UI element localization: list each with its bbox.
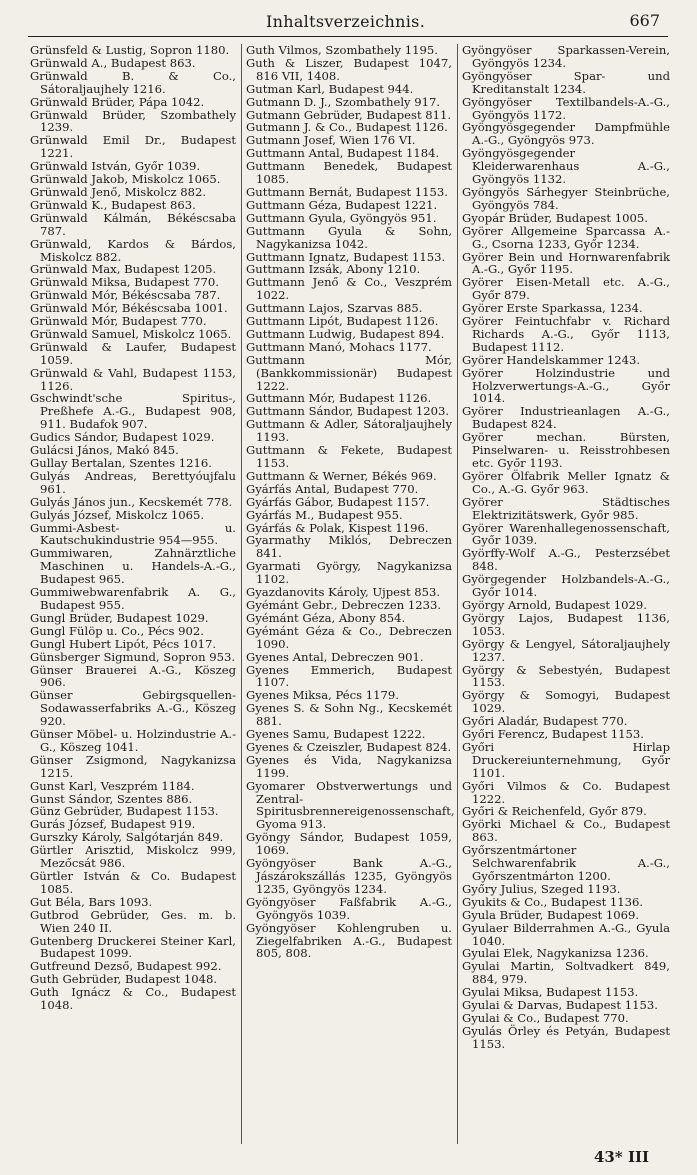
index-entry: Gudics Sándor, Budapest 1029.: [30, 430, 215, 445]
index-entry: Gyárfás & Polak, Kispest 1196.: [246, 520, 429, 535]
index-entry: Györer Ölfabrik Meller Ignatz & Co., A.-G. Győr 963.: [462, 468, 670, 496]
index-entry: Guttmann Ludwig, Budapest 894.: [246, 326, 445, 341]
index-columns: [30, 44, 670, 1144]
index-entry: Gyöngyöser Faßfabrik A.-G., Gyöngyös 1039.: [246, 894, 452, 922]
index-entry: Grünwald Emil Dr., Budapest 1221.: [30, 133, 236, 161]
index-entry: Gyulai & Co., Budapest 770.: [462, 1010, 629, 1025]
index-entry: György & Sebestyén, Budapest 1153.: [462, 662, 670, 690]
index-entry: György & Somogyi, Budapest 1029.: [462, 688, 670, 716]
index-entry: Günser Gebirgsquellen- Sodawasserfabriks A.-G., Köszeg 920.: [30, 688, 236, 729]
index-column-1: [30, 44, 236, 1144]
index-entry: Györer Allgemeine Sparcassa A.-G., Csorna 1233, Győr 1234.: [462, 223, 670, 251]
index-entry: Gyémánt Géza & Co., Debreczen 1090.: [246, 623, 452, 651]
index-entry: Gutman Karl, Budapest 944.: [246, 81, 414, 96]
index-entry: Gurszky Károly, Salgótarján 849.: [30, 830, 224, 845]
index-entry: Gyöngyöser Bank A.-G., Jászárokszállás 1235, Gyöngyös 1235, Gyöngyös 1234.: [246, 856, 452, 896]
index-entry: Gyöngyösgegender Kleiderwarenhaus A.-G., Gyöngyös 1132.: [462, 146, 670, 187]
index-column-3: [462, 44, 670, 1144]
index-entry: Gyenes Samu, Budapest 1222.: [246, 727, 426, 742]
index-entry: Gyenes Emmerich, Budapest 1107.: [246, 662, 452, 690]
index-entry: Gut Béla, Bars 1093.: [30, 894, 153, 909]
index-entry: Gyöngyöser Kohlengruben u. Ziegelfabriken A.-G., Budapest 805, 808.: [246, 920, 452, 961]
index-entry: Gutbrod Gebrüder, Ges. m. b. Wien 240 II.: [30, 907, 236, 935]
index-entry: Gyulai Elek, Nagykanizsa 1236.: [462, 946, 649, 961]
index-entry: Guttmann Lajos, Szarvas 885.: [246, 301, 423, 316]
index-entry: Grünwald B. & Co., Sátoraljaujhely 1216.: [30, 68, 236, 96]
index-entry: Grünwald & Vahl, Budapest 1153, 1126.: [30, 365, 236, 393]
index-entry: Györer Eisen-Metall etc. A.-G., Győr 879.: [462, 275, 670, 303]
index-entry: Györer Feintuchfabr v. Richard Richards A.-G., Győr 1113, Budapest 1112.: [462, 314, 670, 354]
index-entry: Grünwald Samuel, Miskolcz 1065.: [30, 326, 232, 341]
index-entry: Győri Ferencz, Budapest 1153.: [462, 727, 644, 742]
index-entry: Grünwald Miksa, Budapest 770.: [30, 275, 219, 290]
index-entry: Guttmann Sándor, Budapest 1203.: [246, 404, 450, 419]
index-entry: Guth Ignácz & Co., Budapest 1048.: [30, 985, 236, 1013]
index-entry: Gyulai & Darvas, Budapest 1153.: [462, 998, 658, 1013]
index-entry: Guttmann & Fekete, Budapest 1153.: [246, 443, 452, 470]
index-column-2: [246, 43, 455, 1144]
index-entry: Guth Gebrüder, Budapest 1048.: [30, 972, 218, 987]
index-entry: Györer mechan. Bürsten, Pinselwaren- u. Reisstrohbesen etc. Győr 1193.: [462, 430, 670, 470]
index-entry: Gyukits & Co., Budapest 1136.: [462, 894, 644, 909]
index-entry: Gutmann Gebrüder, Budapest 811.: [246, 107, 452, 122]
index-entry: Guttmann & Adler, Sátoraljaujhely 1193.: [246, 417, 452, 445]
index-entry: Günsberger Sigmund, Sopron 953.: [30, 649, 236, 664]
index-entry: Grünwald & Laufer, Budapest 1059.: [30, 339, 236, 367]
index-entry: Gungl Brüder, Budapest 1029.: [30, 610, 209, 625]
index-entry: Győri Aladár, Budapest 770.: [462, 714, 628, 729]
page-header: [28, 6, 668, 37]
index-entry: Guttmann Gyula & Sohn, Nagykanizsa 1042.: [246, 223, 452, 251]
index-entry: Gyöngyöser Textilbandels-A.-G., Gyöngyös 1172.: [462, 94, 670, 122]
column-divider: [457, 44, 458, 1144]
index-entry: Guttmann Gyula, Gyöngyös 951.: [246, 210, 437, 225]
index-entry: Gyopár Brüder, Budapest 1005.: [462, 210, 648, 225]
index-entry: Gyarmati György, Nagykanizsa 1102.: [246, 559, 452, 587]
index-entry: Grünwald Jenő, Miskolcz 882.: [30, 184, 207, 199]
index-entry: Guth Vilmos, Szombathely 1195.: [246, 43, 438, 57]
index-entry: Győry Julius, Szeged 1193.: [462, 881, 621, 896]
index-entry: Gyulai Martin, Soltvadkert 849, 884, 979.: [462, 959, 670, 987]
index-entry: Gyöngy Sándor, Budapest 1059, 1069.: [246, 830, 452, 858]
index-entry: Gyomarer Obstverwertungs und Zentral-Spiritusbrennereigenossenschaft, Gyoma 913.: [246, 778, 455, 832]
index-entry: Gyulai Miksa, Budapest 1153.: [462, 985, 639, 1000]
page-number: 667: [629, 11, 660, 30]
sheet-signature: 43* III: [594, 1148, 649, 1166]
index-entry: Gyárfás Gábor, Budapest 1157.: [246, 494, 430, 509]
index-entry: Grünwald Brüder, Szombathely 1239.: [30, 107, 236, 135]
index-entry: György Lajos, Budapest 1136, 1053.: [462, 610, 670, 638]
index-entry: Gyenes Miksa, Pécs 1179.: [246, 688, 399, 703]
index-entry: Grünwald István, Győr 1039.: [30, 159, 201, 174]
index-entry: Györer Erste Sparkassa, 1234.: [462, 301, 643, 316]
index-entry: Grünwald Max, Budapest 1205.: [30, 262, 217, 277]
index-entry: Gyárfás M., Budapest 955.: [246, 507, 403, 522]
index-entry: Györki Michael & Co., Budapest 863.: [462, 817, 670, 845]
index-entry: Györgegender Holzbandels-A.-G., Győr 1014.: [462, 572, 670, 600]
index-entry: Györer Handelskammer 1243.: [462, 352, 641, 367]
index-entry: Grünwald Mór, Békéscsaba 1001.: [30, 301, 228, 316]
index-entry: Guttmann Jenő & Co., Veszprém 1022.: [246, 275, 452, 303]
index-entry: Györer Bein und Hornwarenfabrik A.-G., Győr 1195.: [462, 249, 670, 277]
index-entry: Grünwald Mór, Budapest 770.: [30, 314, 207, 329]
index-entry: Guttmann Mór, Budapest 1126.: [246, 391, 432, 406]
index-entry: Gürtler Arisztid, Miskolcz 999, Mezőcsát 986.: [30, 843, 236, 871]
index-entry: Gyenes és Vida, Nagykanizsa 1199.: [246, 752, 452, 780]
index-entry: Gyöngyös Sárhegyer Steinbrüche, Gyöngyös 784.: [462, 184, 670, 212]
index-entry: Győri Vilmos & Co. Budapest 1222.: [462, 778, 670, 806]
index-entry: Gürtler István & Co. Budapest 1085.: [30, 869, 236, 896]
index-entry: Györer Industrieanlagen A.-G., Budapest 824.: [462, 404, 670, 432]
index-entry: Guttmann Mór, (Bankkommissionär) Budapest 1222.: [246, 352, 452, 393]
index-entry: Gungl Hubert Lipót, Pécs 1017.: [30, 636, 217, 651]
index-entry: Guttmann Izsák, Abony 1210.: [246, 262, 421, 277]
index-entry: Grünwald Mór, Békéscsaba 787.: [30, 288, 221, 303]
index-entry: Gyémánt Gebr., Debreczen 1233.: [246, 597, 442, 612]
index-entry: Gullay Bertalan, Szentes 1216.: [30, 456, 212, 470]
index-entry: Gyenes Antal, Debreczen 901.: [246, 649, 424, 664]
index-entry: Guttmann Manó, Mohacs 1177.: [246, 339, 432, 354]
index-entry: Györffy-Wolf A.-G., Pesterzsébet 848.: [462, 546, 670, 574]
index-entry: Gulyás János jun., Kecskemét 778.: [30, 494, 233, 509]
index-entry: Grünwald, Kardos & Bárdos, Miskolcz 882.: [30, 236, 236, 264]
index-entry: Györer Städtisches Elektrizitätswerk, Győr 985.: [462, 494, 670, 522]
index-entry: Gyémánt Géza, Abony 854.: [246, 610, 406, 625]
index-entry: Grünwald A., Budapest 863.: [30, 55, 196, 70]
index-entry: Györer Holzindustrie und Holzverwertungs-A.-G., Győr 1014.: [462, 365, 670, 406]
index-entry: Guttmann Antal, Budapest 1184.: [246, 146, 440, 161]
index-entry: György & Lengyel, Sátoraljaujhely 1237.: [462, 636, 670, 664]
index-entry: Gulyás Andreas, Berettyóujfalu 961.: [30, 468, 236, 496]
column-divider: [241, 44, 242, 1144]
index-entry: Gutmann Josef, Wien 176 VI.: [246, 133, 416, 148]
index-entry: Gyulás Örley és Petyán, Budapest 1153.: [462, 1023, 670, 1051]
index-entry: Gyarmathy Miklós, Debreczen 841.: [246, 533, 452, 561]
index-entry: Gyöngyöser Spar- und Kreditanstalt 1234.: [462, 68, 670, 96]
index-entry: György Arnold, Budapest 1029.: [462, 597, 647, 612]
index-entry: Günser Brauerei A.-G., Köszeg 906.: [30, 662, 236, 690]
index-entry: Gyula Brüder, Budapest 1069.: [462, 907, 640, 922]
index-entry: Gyenes S. & Sohn Ng., Kecskemét 881.: [246, 701, 452, 729]
index-entry: Guttmann & Werner, Békés 969.: [246, 468, 437, 483]
index-entry: Gurás József, Budapest 919.: [30, 817, 196, 832]
index-entry: Gummiwebwarenfabrik A. G., Budapest 955.: [30, 585, 236, 612]
index-entry: Günser Zsigmond, Nagykanizsa 1215.: [30, 752, 236, 780]
index-entry: Guth & Liszer, Budapest 1047, 816 VII, 1408.: [246, 55, 452, 83]
index-entry: Gyenes & Czeiszler, Budapest 824.: [246, 739, 452, 754]
index-entry: Gunst Karl, Veszprém 1184.: [30, 778, 195, 793]
index-entry: Gutmann J. & Co., Budapest 1126.: [246, 120, 448, 135]
index-entry: Gummi-Asbest- u. Kautschukindustrie 954—955.: [30, 520, 236, 548]
index-entry: Gyazdanovits Károly, Ujpest 853.: [246, 585, 441, 600]
index-entry: Gutenberg Druckerei Steiner Karl, Budapest 1099.: [30, 933, 236, 961]
index-entry: Guttmann Benedek, Budapest 1085.: [246, 159, 452, 187]
index-entry: Gyöngyösgegender Dampfmühle A.-G., Gyöngyös 973.: [462, 120, 670, 148]
index-entry: Günz Gebrüder, Budapest 1153.: [30, 804, 219, 819]
index-entry: Gunst Sándor, Szentes 886.: [30, 791, 193, 806]
index-entry: Grünwald Jakob, Miskolcz 1065.: [30, 172, 221, 187]
index-entry: Gutmann D. J., Szombathely 917.: [246, 94, 441, 109]
index-entry: Győri Hirlap Druckereiunternehmung, Győr 1101.: [462, 739, 670, 780]
index-entry: Gulyás József, Miskolcz 1065.: [30, 507, 205, 522]
index-entry: Gyárfás Antal, Budapest 770.: [246, 481, 419, 496]
index-entry: Gyöngyöser Sparkassen-Verein, Gyöngyös 1234.: [462, 43, 670, 70]
index-entry: Guttmann Géza, Budapest 1221.: [246, 197, 438, 212]
index-entry: Grünwald Brüder, Pápa 1042.: [30, 94, 205, 109]
index-entry: Győri & Reichenfeld, Győr 879.: [462, 804, 647, 819]
index-entry: Grünsfeld & Lustig, Sopron 1180.: [30, 43, 230, 57]
index-entry: Grünwald Kálmán, Békéscsaba 787.: [30, 210, 236, 238]
index-entry: Gyulaer Bilderrahmen A.-G., Gyula 1040.: [462, 920, 670, 948]
index-entry: Gschwindt'sche Spiritus-, Preßhefe A.-G., Budapest 908, 911. Budafok 907.: [30, 391, 236, 432]
index-entry: Guttmann Lipót, Budapest 1126.: [246, 314, 439, 329]
index-entry: Györer Warenhallegenossenschaft, Győr 1039.: [462, 520, 670, 548]
index-entry: Guttmann Ignatz, Budapest 1153.: [246, 249, 446, 264]
index-entry: Gungl Fülöp u. Co., Pécs 902.: [30, 623, 204, 638]
index-entry: Gummiwaren, Zahnärztliche Maschinen u. Handels-A.-G., Budapest 965.: [30, 546, 236, 587]
index-entry: Gulácsi János, Makó 845.: [30, 443, 179, 458]
index-entry: Grünwald K., Budapest 863.: [30, 197, 196, 212]
index-entry: Gutfreund Dezső, Budapest 992.: [30, 959, 222, 974]
index-entry: Győrszentmártoner Selchwarenfabrik A.-G., Győrszentmárton 1200.: [462, 843, 670, 883]
index-entry: Günser Möbel- u. Holzindustrie A.-G., Köszeg 1041.: [30, 727, 236, 754]
page-title: Inhaltsverzeichnis.: [266, 12, 426, 31]
index-entry: Guttmann Bernát, Budapest 1153.: [246, 184, 448, 199]
